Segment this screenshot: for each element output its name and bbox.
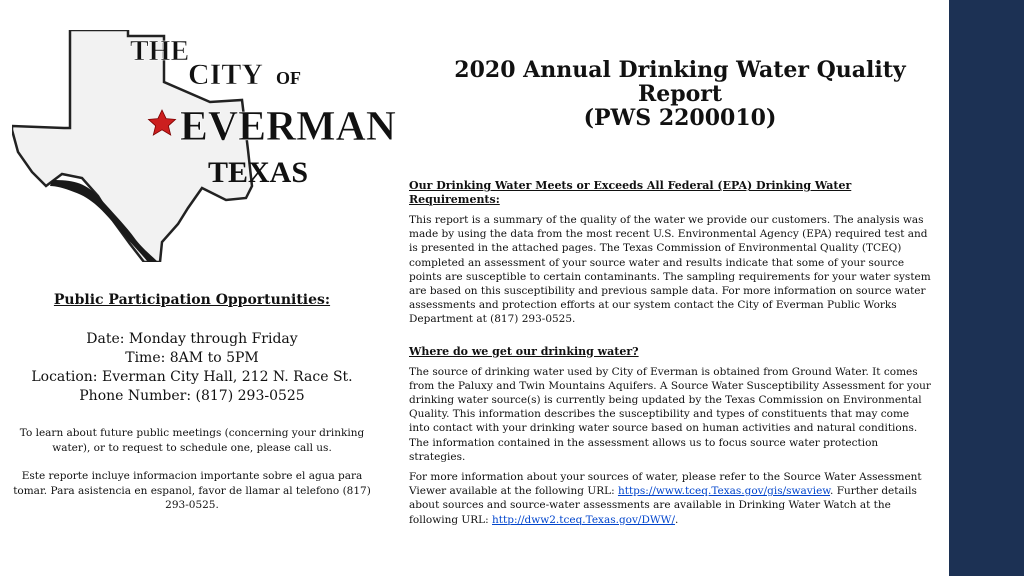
logo-the: THE (130, 36, 190, 67)
participation-column (12, 292, 372, 513)
section-body-epa: This report is a summary of the quality of the water we provide our customers. The analysis was made by using the data from the most recent U.S. Environmental Agency (EPA) required test and is presented in the attached pages. The Texas Commission of Environmental Quality (TCEQ) completed an assessment of your source water and results indicate that some of your source points are susceptible to certain contaminants. The sampling requirements for your water system are based on this susceptibility and previous sample data. For more information on source water assessments and protection efforts at our system contact the City of Everman Public Works Department at (817) 293-0525. (409, 214, 931, 326)
participation-date: Date: Monday through Friday (86, 331, 298, 347)
section-body-source: The source of drinking water used by City of Everman is obtained from Ground Water. It comes from the Paluxy and Twin Mountains Aquifers. A Source Water Susceptibility Assessment for your drinking water source(s) is currently being updated by the Texas Commission on Environmental Quality. This information describes the susceptibility and types of constituents that may come into contact with your drinking water source based on human activities and natural conditions. The information contained in the assessment allows us to focus source water protection strategies. (409, 365, 931, 463)
report-title (409, 58, 931, 130)
swaview-link[interactable]: https://www.tceq.Texas.gov/gis/swaview (617, 485, 831, 498)
report-column (409, 58, 931, 527)
participation-location: Location: Everman City Hall, 212 N. Race St. (31, 369, 353, 385)
logo-texas: TEXAS (208, 156, 309, 189)
dww-link[interactable]: http://dww2.tceq.Texas.gov/DWW/ (492, 513, 676, 526)
decorative-sidebar (949, 0, 1024, 576)
more-info-text-3: . (675, 513, 679, 526)
section-heading-epa: Our Drinking Water Meets or Exceeds All Federal (EPA) Drinking Water Requirements: (409, 179, 852, 206)
title-line-1: 2020 Annual Drinking Water Quality (454, 57, 906, 83)
participation-heading: Public Participation Opportunities: (53, 292, 331, 308)
participation-phone: Phone Number: (817) 293-0525 (79, 388, 305, 404)
section-heading-source: Where do we get our drinking water? (409, 344, 639, 358)
title-line-2: Report (637, 81, 723, 107)
more-info-text-2: . Further details about sources and source-water assessments are available in Drinking Water Watch at the following URL: (409, 485, 917, 526)
logo-city: CITY (188, 58, 264, 91)
city-logo (12, 30, 404, 262)
more-info-paragraph (409, 470, 931, 527)
participation-time: Time: 8AM to 5PM (125, 350, 259, 366)
logo-of: OF (276, 68, 301, 88)
meeting-note: To learn about future public meetings (concerning your drinking water), or to request to schedule one, please call us. (19, 427, 365, 454)
more-info-text-1: For more information about your sources of water, please refer to the Source Water Assessment Viewer available at the following URL: (409, 471, 922, 498)
title-line-3: (PWS 2200010) (583, 105, 777, 131)
logo-everman: EVERMAN (180, 104, 396, 150)
spanish-note: Este reporte incluye informacion importante sobre el agua para tomar. Para asistencia en espanol, favor de llamar al telefono (817) 293-0525. (13, 470, 371, 511)
